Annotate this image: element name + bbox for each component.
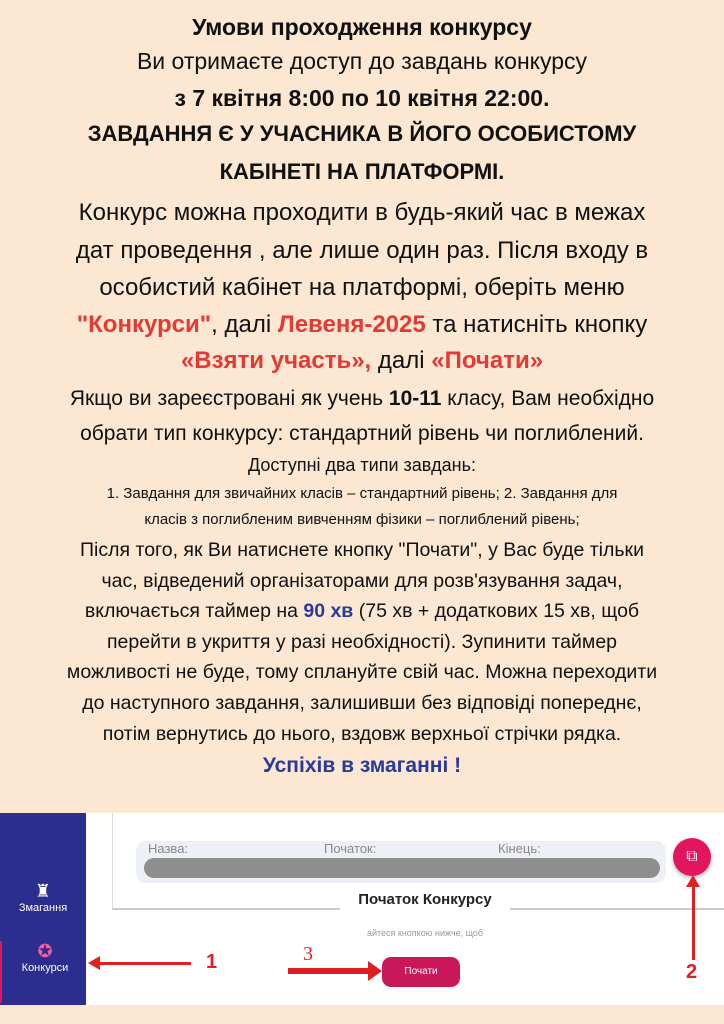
types-title: Доступні два типи завдань: — [248, 455, 476, 475]
caps-line-1: ЗАВДАННЯ Є У УЧАСНИКА В ЙОГО ОСОБИСТОМУ — [87, 121, 637, 146]
sidebar — [0, 813, 86, 1005]
para1-line — [0, 313, 724, 337]
award-icon: ✪ — [37, 941, 53, 961]
sidebar-item-konkursy[interactable] — [0, 941, 88, 1003]
para1-line: особистий кабінет на платформі, оберіть меню — [99, 274, 625, 301]
para3-line: до наступного завдання, залишивши без відповіді попереднє, — [82, 692, 642, 714]
sidebar-label: Конкурси — [21, 962, 69, 974]
text: та натисніть кнопку — [425, 311, 648, 338]
marker-2: 2 — [686, 961, 698, 983]
text: , далі — [211, 311, 278, 338]
para3-line — [0, 602, 724, 622]
para1-line: Конкурс можна проходити в будь-який час в межах — [78, 199, 646, 226]
take-part-label: «Взяти участь», — [180, 347, 372, 374]
types-line: 1. Завдання для звичайних класів – стандартний рівень; 2. Завдання для — [106, 485, 618, 502]
contest-name-placeholder — [144, 858, 660, 878]
dates-line: з 7 квітня 8:00 по 10 квітня 22:00. — [174, 85, 550, 111]
grades: 10-11 — [388, 387, 442, 410]
arrow-2-head — [686, 875, 700, 887]
text: далі — [371, 347, 432, 374]
para3-line: перейти в укриття у разі необхідності). Зупинити таймер — [106, 631, 618, 653]
start-modal — [340, 883, 510, 1005]
marker-1: 1 — [206, 951, 218, 973]
arrow-2 — [692, 885, 695, 960]
start-label: «Почати» — [431, 347, 544, 374]
trophy-icon: ♜ — [34, 881, 52, 901]
marker-3: 3 — [303, 943, 313, 965]
arrow-3-head — [368, 961, 382, 981]
para1-line: дат проведення , але лише один раз. Після входу в — [75, 237, 649, 264]
types-line: класів з поглибленим вивченням фізики – поглиблений рівень; — [144, 511, 580, 528]
arrow-3 — [288, 968, 370, 974]
menu-konkursy: "Конкурси" — [76, 311, 212, 338]
access-line: Ви отримаєте доступ до завдань конкурсу — [136, 48, 588, 74]
name-label: Назва: — [148, 841, 189, 856]
sidebar-item-zmagannia[interactable] — [0, 881, 86, 914]
sidebar-label: Змагання — [18, 902, 68, 914]
start-label: Початок: — [324, 841, 377, 856]
para3-line: потім вернутись до нього, вздовж верхньої стрічки рядка. — [102, 723, 622, 745]
para3-line: можливості не буде, тому сплануйте свій час. Можна переходити — [66, 661, 658, 683]
good-luck: Успіхів в змаганні ! — [262, 754, 462, 777]
timer-value: 90 хв — [303, 600, 354, 622]
text: Якщо ви зареєстровані як учень — [69, 387, 389, 410]
modal-title: Початок Конкурсу — [358, 891, 492, 908]
caps-line-2: КАБІНЕТІ НА ПЛАТФОРМІ. — [219, 159, 505, 184]
enter-contest-button[interactable] — [673, 838, 711, 876]
para2-line: обрати тип конкурсу: стандартний рівень чи поглиблений. — [80, 422, 644, 445]
para3-line: час, відведений організаторами для розв'язування задач, — [101, 570, 623, 592]
para3-line: Після того, як Ви натиснете кнопку "Почати", у Вас буде тільки — [80, 539, 644, 561]
modal-text: айтеся кнопкою нижче, щоб — [366, 928, 484, 938]
arrow-1 — [96, 962, 191, 965]
text: класу, Вам необхідно — [441, 387, 655, 410]
platform-screenshot — [0, 813, 724, 1005]
page-title: Умови проходження конкурсу — [192, 14, 532, 40]
end-label: Кінець: — [498, 841, 541, 856]
cast-icon: ⧉ — [686, 848, 698, 865]
start-button[interactable]: Почати — [382, 957, 460, 987]
text: (75 хв + додаткових 15 хв, щоб — [353, 600, 640, 622]
text: включається таймер на — [84, 600, 304, 622]
arrow-1-head — [88, 956, 100, 970]
para2-line — [0, 388, 724, 409]
contest-name: Левеня-2025 — [277, 311, 426, 338]
para1-line — [0, 349, 724, 373]
